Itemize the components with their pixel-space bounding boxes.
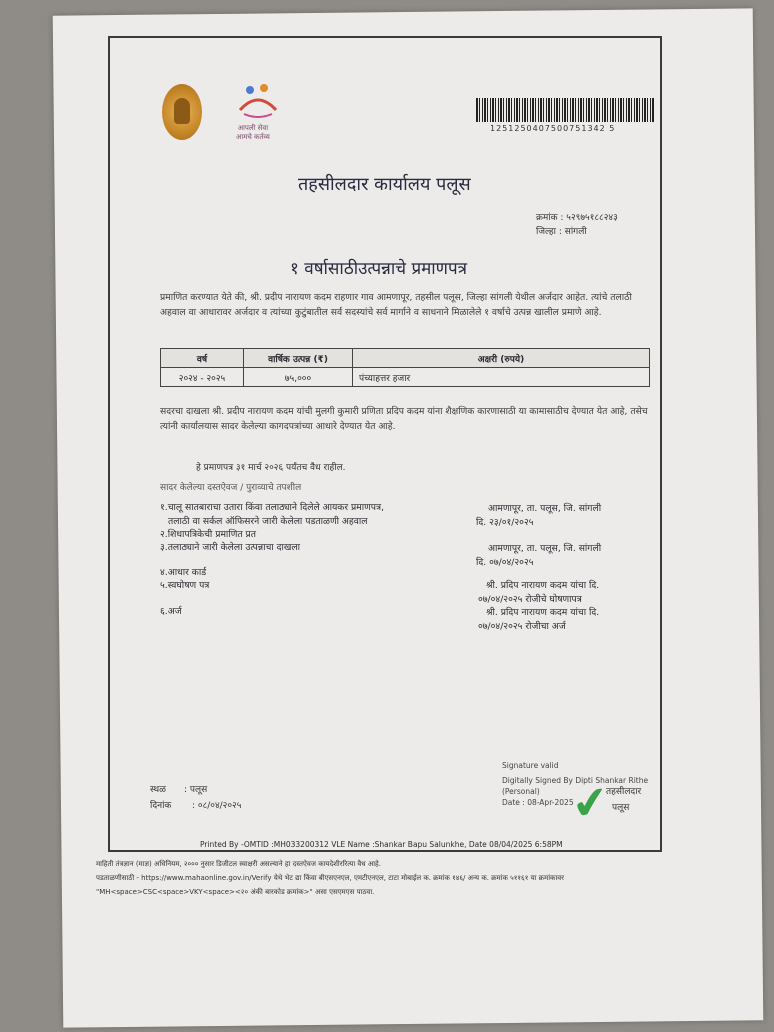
footer-line-2: पडताळणीसाठी - https://www.mahaonline.gov.in/Verify येथे भेट द्या किंवा बीएसएनएल, एमटीएनएल, टाटा मोबाईल क. क्रमांक १४६/ अन्य क. क्रमांक ५११६१ या क्रमांकावर [96,874,564,882]
date-label: दिनांक [150,801,172,811]
logo-caption-line1: आपली सेवा [237,124,269,132]
signature-valid: Signature valid [502,761,559,770]
aapli-seva-logo-icon [234,80,282,120]
maharashtra-emblem-icon [162,84,202,140]
income-table [160,348,650,387]
doc-ref-5b: ०७/०४/२०२५ रोजीचे घोषणापत्र [478,594,582,605]
signed-by: Digitally Signed By Dipti Shankar Rithe [502,776,649,785]
place-label: स्थळ [150,785,166,795]
doc-ref-3b: दि. ०७/०४/२०२५ [476,557,534,568]
doc-ref-6b: ०७/०४/२०२५ रोजीचा अर्ज [478,621,566,632]
doc-item-6: ६.अर्ज [160,606,182,617]
signed-by-type: (Personal) [502,787,540,796]
doc-item-5: ५.स्वघोषण पत्र [160,580,210,591]
barcode [476,98,654,122]
jilha: जिल्हा : सांगली [536,227,587,237]
income-table-header [161,349,650,368]
doc-item-4: ४.आधार कार्ड [160,567,207,578]
purpose-paragraph: सदरचा दाखला श्री. प्रदीप नारायण कदम यांची मुलगी कुमारी प्रणिता प्रदिप कदम यांना शैक्षणिक कारणासाठी या कामासाठीच देण्यात येत आहे, तसेच त्यांनी कार्यालयास सादर केलेल्या कागदपत्रांच्या आधारे देण्यात येत आहे. [160,406,648,432]
cell-words: पंच्याहत्तर हजार [353,368,650,387]
docs-heading: सादर केलेल्या दस्तऐवज / पुराव्याचे तपशील [160,483,302,493]
logo-caption [236,124,270,142]
footer-line-1: माहिती तंत्रज्ञान (माज्ञ) अधिनियम, २००० नुसार डिजीटल स्वाक्षरी असल्याने हा दस्तऐवज कायदेशीररित्या वैध आहे. [96,860,381,868]
footer-line-3: "MH<space>CSC<space>VKY<space><२० अंकी बारकोड क्रमांक>" असा एसएमएस पाठवा. [96,888,375,896]
office-heading: तहसीलदार कार्यालय पलूस [298,174,471,195]
printed-by-line: Printed By -OMTID :MH033200312 VLE Name :Shankar Bapu Salunkhe, Date 08/04/2025 6:58PM [200,840,563,849]
doc-ref-1a: आमणापूर, ता. पलूस, जि. सांगली [488,503,602,514]
signatory-designation: तहसीलदार [606,787,642,797]
doc-ref-1b: दि. २३/०१/२०२५ [476,517,534,528]
logo-caption-line2: आमचे कर्तव्य [236,133,270,141]
signature-valid-check-icon: ✔ [568,775,613,832]
cell-year: २०२४ - २०२५ [161,368,244,387]
table-row [161,368,650,387]
cell-income: ७५,००० [244,368,353,387]
intro-paragraph: प्रमाणित करण्यात येते की, श्री. प्रदीप नारायण कदम राहणार गाव आमणापूर, तहसील पलूस, जिल्हा सांगली येथील अर्जदार आहेत. त्यांचे तलाठी अहवाल वा आधारावर अर्जदार व त्यांच्या कुटुंबातील सर्व सदस्यांचे सर्व मार्गाने व साधनाने मिळालेले १ वर्षाचे उत्पन्न खालील प्रमाणे आहे. [160,292,632,318]
place-value: : पलूस [184,785,208,795]
barcode-number: 1251250407500751342 5 [490,124,616,133]
doc-item-1-cont: तलाठी वा सर्कल ऑफिसरने जारी केलेला पडताळणी अहवाल [168,516,368,527]
doc-ref-3a: आमणापूर, ता. पलूस, जि. सांगली [488,543,602,554]
date-value: : ०८/०४/२०२५ [192,801,242,811]
col-year: वर्ष [161,349,244,368]
signed-date: Date : 08-Apr-2025 [502,798,574,807]
doc-ref-5a: श्री. प्रदिप नारायण कदम यांचा दि. [486,580,600,591]
signatory-place: पलूस [612,803,630,813]
certificate-title: १ वर्षासाठीउत्पन्नाचे प्रमाणपत्र [290,259,468,279]
doc-item-1: १.चालू सातबाराचा उतारा किंवा तलाठ्याने दिलेले आयकर प्रमाणपत्र, [160,502,384,513]
doc-ref-6a: श्री. प्रदिप नारायण कदम यांचा दि. [486,607,600,618]
doc-item-2: २.शिधापत्रिकेची प्रमाणित प्रत [160,529,256,540]
col-in-words: अक्षरी (रुपये) [353,349,650,368]
kramank: क्रमांक : ५२९७५१८८२४३ [536,213,618,223]
doc-item-3: ३.तलाठ्याने जारी केलेला उत्पन्नाचा दाखला [160,542,300,553]
col-annual-income: वार्षिक उत्पन्न (₹) [244,349,353,368]
certificate-border [108,36,662,852]
validity-text: हे प्रमाणपत्र ३१ मार्च २०२६ पर्यंतच वैध राहील. [196,463,346,473]
